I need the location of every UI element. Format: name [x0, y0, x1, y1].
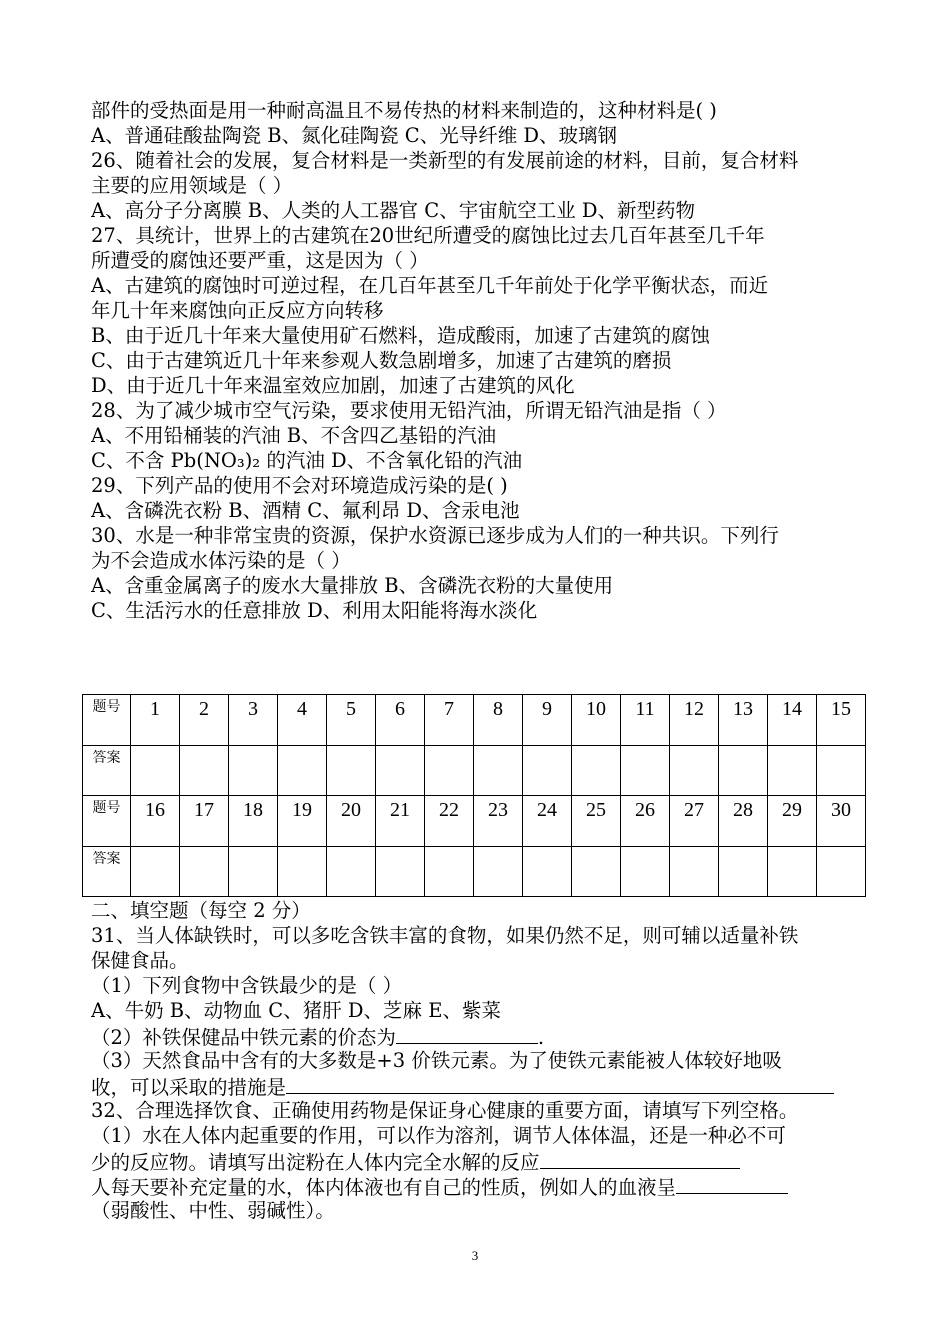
question-number-cell: 6 [376, 695, 425, 746]
answer-table [82, 694, 866, 897]
punctuation: . [537, 1026, 545, 1049]
question-number-cell: 18 [229, 796, 278, 847]
answer-cell[interactable] [670, 746, 719, 796]
question-text: 收，可以采取的措施是 [91, 1076, 287, 1099]
text-line: 28、为了减少城市空气污染，要求使用无铅汽油，所谓无铅汽油是指（ ） [91, 399, 727, 422]
answer-cell[interactable] [327, 847, 376, 897]
answer-cell[interactable] [719, 847, 768, 897]
text-line: A、含磷洗衣粉 B、酒精 C、氟利昂 D、含汞电池 [91, 499, 520, 522]
answer-cell[interactable] [817, 746, 866, 796]
question-number-cell: 21 [376, 796, 425, 847]
question-text: 人每天要补充定量的水，体内体液也有自己的性质，例如人的血液呈 [91, 1176, 677, 1199]
table-row-question-numbers-1 [83, 695, 866, 746]
question-number-cell: 7 [425, 695, 474, 746]
question-number-cell: 12 [670, 695, 719, 746]
question-number-cell: 19 [278, 796, 327, 847]
table-header-answer: 答案 [83, 847, 131, 897]
answer-cell[interactable] [327, 746, 376, 796]
text-line: （1）水在人体内起重要的作用，可以作为溶剂，调节人体体温，还是一种必不可 [91, 1124, 786, 1147]
answer-cell[interactable] [474, 847, 523, 897]
text-line: （3）天然食品中含有的大多数是+3 价铁元素。为了使铁元素能被人体较好地吸 [91, 1049, 782, 1072]
page-number: 3 [471, 1248, 479, 1263]
text-line: （弱酸性、中性、弱碱性）。 [91, 1199, 335, 1222]
table-row-question-numbers-2 [83, 796, 866, 847]
question-number-cell: 13 [719, 695, 768, 746]
section-heading: 二、填空题（每空 2 分） [91, 899, 311, 922]
answer-cell[interactable] [523, 847, 572, 897]
question-number-cell: 16 [131, 796, 180, 847]
text-line: A、高分子分离膜 B、人类的人工器官 C、宇宙航空工业 D、新型药物 [91, 199, 696, 222]
table-row-answers-2 [83, 847, 866, 897]
text-line: A、含重金属离子的废水大量排放 B、含磷洗衣粉的大量使用 [91, 574, 614, 597]
answer-cell[interactable] [621, 847, 670, 897]
question-number-cell: 3 [229, 695, 278, 746]
question-number-cell: 15 [817, 695, 866, 746]
question-number-cell: 8 [474, 695, 523, 746]
text-line: C、由于古建筑近几十年来参观人数急剧增多，加速了古建筑的磨损 [91, 349, 672, 372]
text-line [91, 1023, 861, 1050]
text-line: 30、水是一种非常宝贵的资源，保护水资源已逐步成为人们的一种共识。下列行 [91, 524, 779, 547]
text-line: 29、下列产品的使用不会对环境造成污染的是( ) [91, 474, 508, 497]
table-header-answer: 答案 [83, 746, 131, 796]
answer-cell[interactable] [229, 746, 278, 796]
answer-cell[interactable] [180, 847, 229, 897]
text-line: 主要的应用领域是（ ） [91, 174, 293, 197]
text-line: 27、具统计，世界上的古建筑在20世纪所遭受的腐蚀比过去几百年甚至几千年 [91, 224, 765, 247]
question-number-cell: 9 [523, 695, 572, 746]
answer-cell[interactable] [719, 746, 768, 796]
question-number-cell: 23 [474, 796, 523, 847]
question-number-cell: 27 [670, 796, 719, 847]
answer-cell[interactable] [131, 746, 180, 796]
answer-cell[interactable] [425, 746, 474, 796]
answer-cell[interactable] [768, 847, 817, 897]
question-number-cell: 22 [425, 796, 474, 847]
blank-fill-in[interactable] [286, 1073, 834, 1094]
table-header-question: 题号 [83, 695, 131, 746]
text-line: 所遭受的腐蚀还要严重，这是因为（ ） [91, 249, 429, 272]
question-number-cell: 1 [131, 695, 180, 746]
question-number-cell: 4 [278, 695, 327, 746]
text-line: C、不含 Pb(NO₃)₂ 的汽油 D、不含氧化铅的汽油 [91, 449, 523, 472]
answer-cell[interactable] [376, 847, 425, 897]
answer-cell[interactable] [425, 847, 474, 897]
question-text: 少的反应物。请填写出淀粉在人体内完全水解的反应 [91, 1151, 540, 1174]
text-line [91, 1073, 861, 1100]
text-line: 年几十年来腐蚀向正反应方向转移 [91, 299, 384, 322]
question-number-cell: 5 [327, 695, 376, 746]
answer-cell[interactable] [670, 847, 719, 897]
text-line [91, 1148, 861, 1175]
text-line: 32、合理选择饮食、正确使用药物是保证身心健康的重要方面，请填写下列空格。 [91, 1099, 799, 1122]
answer-cell[interactable] [278, 847, 327, 897]
question-number-cell: 14 [768, 695, 817, 746]
question-number-cell: 17 [180, 796, 229, 847]
text-line: 31、当人体缺铁时，可以多吃含铁丰富的食物，如果仍然不足，则可辅以适量补铁 [91, 924, 799, 947]
answer-cell[interactable] [474, 746, 523, 796]
answer-cell[interactable] [621, 746, 670, 796]
table-row-answers-1 [83, 746, 866, 796]
text-line: A、不用铅桶装的汽油 B、不含四乙基铅的汽油 [91, 424, 497, 447]
text-line: A、普通硅酸盐陶瓷 B、氮化硅陶瓷 C、光导纤维 D、玻璃钢 [91, 124, 618, 147]
question-number-cell: 29 [768, 796, 817, 847]
question-number-cell: 2 [180, 695, 229, 746]
text-line: 部件的受热面是用一种耐高温且不易传热的材料来制造的，这种材料是( ) [91, 99, 717, 122]
blank-fill-in[interactable] [540, 1148, 740, 1169]
text-line: 26、随着社会的发展，复合材料是一类新型的有发展前途的材料，目前，复合材料 [91, 149, 799, 172]
answer-cell[interactable] [180, 746, 229, 796]
text-line: 为不会造成水体污染的是（ ） [91, 549, 351, 572]
answer-cell[interactable] [768, 746, 817, 796]
answer-cell[interactable] [523, 746, 572, 796]
text-line: A、牛奶 B、动物血 C、猪肝 D、芝麻 E、紫菜 [91, 999, 501, 1022]
answer-cell[interactable] [376, 746, 425, 796]
answer-cell[interactable] [572, 746, 621, 796]
question-number-cell: 26 [621, 796, 670, 847]
answer-cell[interactable] [278, 746, 327, 796]
table-header-question: 题号 [83, 796, 131, 847]
text-line: B、由于近几十年来大量使用矿石燃料，造成酸雨，加速了古建筑的腐蚀 [91, 324, 710, 347]
question-number-cell: 20 [327, 796, 376, 847]
question-number-cell: 30 [817, 796, 866, 847]
text-line: （1）下列食物中含铁最少的是（ ） [91, 974, 403, 997]
text-line: C、生活污水的任意排放 D、利用太阳能将海水淡化 [91, 599, 538, 622]
blank-fill-in[interactable] [396, 1023, 538, 1044]
answer-cell[interactable] [229, 847, 278, 897]
question-text: （2）补铁保健品中铁元素的价态为 [91, 1026, 396, 1049]
text-line: D、由于近几十年来温室效应加剧，加速了古建筑的风化 [91, 374, 575, 397]
blank-fill-in[interactable] [676, 1173, 788, 1194]
text-line: A、古建筑的腐蚀时可逆过程，在几百年甚至几千年前处于化学平衡状态，而近 [91, 274, 769, 297]
question-number-cell: 28 [719, 796, 768, 847]
question-number-cell: 11 [621, 695, 670, 746]
answer-cell[interactable] [131, 847, 180, 897]
question-number-cell: 25 [572, 796, 621, 847]
answer-cell[interactable] [817, 847, 866, 897]
question-number-cell: 24 [523, 796, 572, 847]
text-line: 保健食品。 [91, 949, 189, 972]
answer-cell[interactable] [572, 847, 621, 897]
question-number-cell: 10 [572, 695, 621, 746]
text-line [91, 1173, 861, 1200]
